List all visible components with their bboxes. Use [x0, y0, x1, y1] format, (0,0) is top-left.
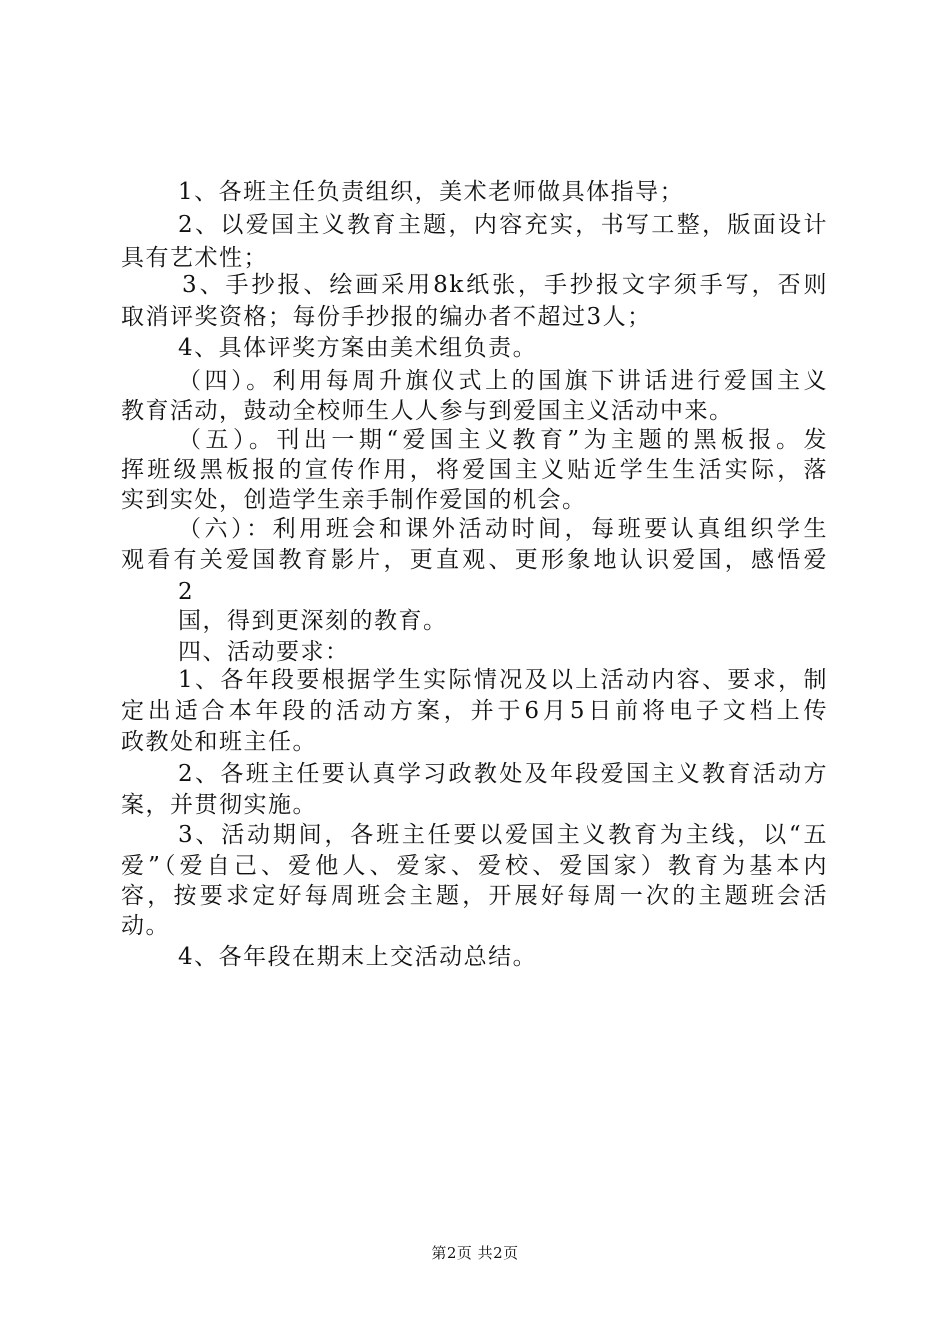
paragraph-line: 容，按要求定好每周班会主题，开展好每周一次的主题班会活 [121, 883, 828, 909]
paragraph-line: （六）：利用班会和课外活动时间，每班要认真组织学生 [178, 516, 828, 542]
page-footer: 第2页 共2页 [431, 1244, 519, 1262]
paragraph-line: 案，并贯彻实施。 [121, 792, 317, 818]
paragraph-line: 定出适合本年段的活动方案，并于6月5日前将电子文档上传 [121, 698, 828, 724]
paragraph-line: 1、各年段要根据学生实际情况及以上活动内容、要求，制 [178, 667, 828, 693]
paragraph-line: 取消评奖资格；每份手抄报的编办者不超过3人； [121, 304, 652, 330]
paragraph-line: 2、以爱国主义教育主题，内容充实，书写工整，版面设计 [178, 212, 828, 238]
paragraph-line: 实到实处，创造学生亲手制作爱国的机会。 [121, 487, 587, 513]
section-heading: 四、活动要求： [178, 639, 350, 665]
paragraph-line: 国，得到更深刻的教育。 [178, 608, 448, 634]
paragraph-line: 3、活动期间，各班主任要以爱国主义教育为主线，以“五 [178, 822, 828, 848]
paragraph-line: 教育活动，鼓动全校师生人人参与到爱国主义活动中来。 [121, 398, 734, 424]
paragraph-line: 具有艺术性； [121, 245, 268, 271]
paragraph-line: 3、手抄报、绘画采用8k纸张，手抄报文字须手写，否则 [182, 272, 828, 298]
paragraph-line: （四）。利用每周升旗仪式上的国旗下讲话进行爱国主义 [178, 368, 828, 394]
paragraph-line: 2、各班主任要认真学习政教处及年段爱国主义教育活动方 [178, 761, 828, 787]
paragraph-line: 观看有关爱国教育影片，更直观、更形象地认识爱国，感悟爱 [121, 547, 828, 573]
paragraph-line: 挥班级黑板报的宣传作用，将爱国主义贴近学生生活实际，落 [121, 457, 828, 483]
page-number-marker: 2 [178, 579, 195, 605]
paragraph-line: 1、各班主任负责组织，美术老师做具体指导； [178, 179, 685, 205]
paragraph-line: 4、各年段在期末上交活动总结。 [178, 944, 538, 970]
paragraph-line: 政教处和班主任。 [121, 729, 317, 755]
paragraph-line: 4、具体评奖方案由美术组负责。 [178, 335, 538, 361]
paragraph-line: 爱”（爱自己、爱他人、爱家、爱校、爱国家）教育为基本内 [121, 853, 828, 879]
paragraph-line: （五）。刊出一期“爱国主义教育”为主题的黑板报。发 [178, 427, 828, 453]
paragraph-line: 动。 [121, 913, 170, 939]
